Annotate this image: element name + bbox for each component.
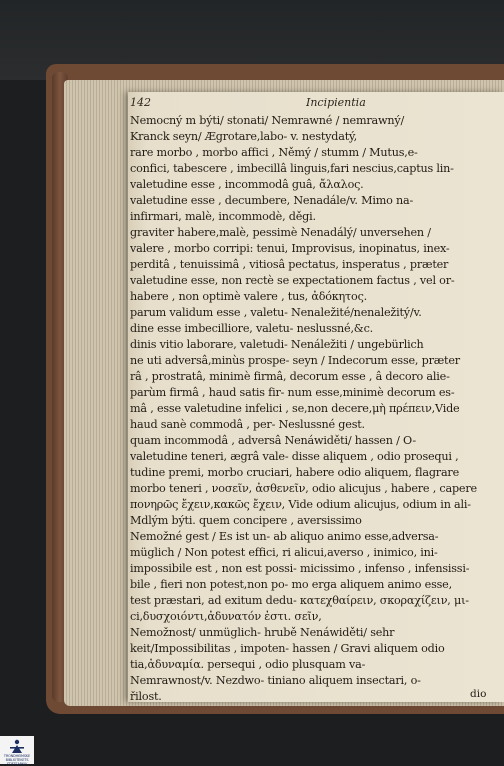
text-line: Nemrawnost/v. Nezdwo- tiniano aliquem insectari, o- bbox=[130, 674, 421, 687]
library-emblem-icon bbox=[9, 738, 25, 754]
text-line: rare morbo , morbo affici , Němý / stumm / Mutus,e- bbox=[130, 146, 418, 159]
text-line: valetudine esse, non rectè se expectationem factus , vel or- bbox=[130, 274, 455, 287]
text-line: graviter habere,malè, pessimè Nenadálý/ unversehen / bbox=[130, 226, 431, 239]
text-line: Nemocný m býti/ stonati/ Nemrawné / nemrawný/ bbox=[130, 114, 405, 127]
text-line: bile , fieri non potest,non po- mo erga aliquem animo esse, bbox=[130, 578, 452, 591]
text-line: Mdlým býti. quem concipere , aversissimo bbox=[130, 514, 362, 527]
text-line: haud sanè commodâ , per- Neslussné gest. bbox=[130, 418, 365, 431]
text-line: müglich / Non potest effici, ri alicui,averso , inimico, ini- bbox=[130, 546, 438, 559]
text-line: parùm firmâ , haud satis fir- num esse,minimè decorum es- bbox=[130, 386, 455, 399]
library-logo bbox=[0, 736, 34, 764]
text-line: Nemožné gest / Es ist un- ab aliquo animo esse,adversa- bbox=[130, 530, 439, 543]
page-number: 142 bbox=[130, 96, 151, 109]
text-line: morbo teneri , νοσεῖν, ἀσθενεῖν, odio alicujus , habere , capere bbox=[130, 482, 477, 495]
text-line: parum validum esse , valetu- Nenaležité/nenaležitý/v. bbox=[130, 306, 422, 319]
text-line: keit/Impossibilitas , impoten- hassen / Gravi aliquem odio bbox=[130, 642, 445, 655]
text-line: πονηρῶς ἔχειν,κακῶς ἔχειν, Vide odium alicujus, odium in ali- bbox=[130, 498, 471, 511]
text-line: řilost. bbox=[130, 690, 162, 703]
logo-text: TRONDHEIMSKE BIBLIOTEKETS STIFTSARKIV bbox=[3, 754, 31, 766]
text-line: tia,ἀδυναμία. persequi , odio plusquam va- bbox=[130, 658, 366, 671]
text-line: valetudine esse , decumbere, Nenadále/v. Mimo na- bbox=[130, 194, 414, 207]
text-line: valetudine esse , incommodâ guâ, ἄλαλος. bbox=[130, 178, 364, 191]
text-line: quam incommodâ , adversâ Nenáwiděti/ hassen / O- bbox=[130, 434, 416, 447]
catchword: dio bbox=[470, 688, 487, 700]
text-line: valetudine teneri, ægrâ vale- disse aliquem , odio prosequi , bbox=[130, 450, 459, 463]
text-line: infirmari, malè, incommodè, děgi. bbox=[130, 210, 316, 223]
text-line: tudine premi, morbo cruciari, habere odio aliquem, flagrare bbox=[130, 466, 459, 479]
text-line: habere , non optimè valere , tus, ἀδόκητος. bbox=[130, 290, 368, 303]
text-line: râ , prostratâ, minimè firmâ, decorum esse , â decoro alie- bbox=[130, 370, 450, 383]
running-title: Incipientia bbox=[306, 96, 366, 109]
text-line: dine esse imbecilliore, valetu- neslussné,&c. bbox=[130, 322, 373, 335]
text-line: impossibile est , non est possi- micissimo , infenso , infensissi- bbox=[130, 562, 470, 575]
text-line: Nemožnost/ unmüglich- hrubě Nenáwiděti/ sehr bbox=[130, 626, 395, 639]
text-line: ne uti adversâ,minùs prospe- seyn / Indecorum esse, præter bbox=[130, 354, 460, 367]
text-line: perditâ , tenuissimâ , vitiosâ pectatus, insperatus , præter bbox=[130, 258, 449, 271]
text-line: dinis vitio laborare, valetudi- Nenáležiti / ungebürlich bbox=[130, 338, 424, 351]
text-line: ci,δυσχοιόντι,ἀδυνατόν ἐστι. σεῖν, bbox=[130, 610, 322, 623]
text-line: mâ , esse valetudine infelici , se,non decere,μὴ πρέπειν,Vide bbox=[130, 402, 460, 415]
text-line: confici, tabescere , imbecillâ linguis,fari nescius,captus lin- bbox=[130, 162, 454, 175]
text-line: test præstari, ad exitum dedu- κατεχθαίρειν, σκοραχίζειν, μι- bbox=[130, 594, 469, 607]
text-line: Kranck seyn/ Ægrotare,labo- v. nestydatý, bbox=[130, 130, 358, 143]
page-header bbox=[130, 96, 500, 112]
text-line: valere , morbo corripi: tenui, Improvisus, inopinatus, inex- bbox=[130, 242, 450, 255]
